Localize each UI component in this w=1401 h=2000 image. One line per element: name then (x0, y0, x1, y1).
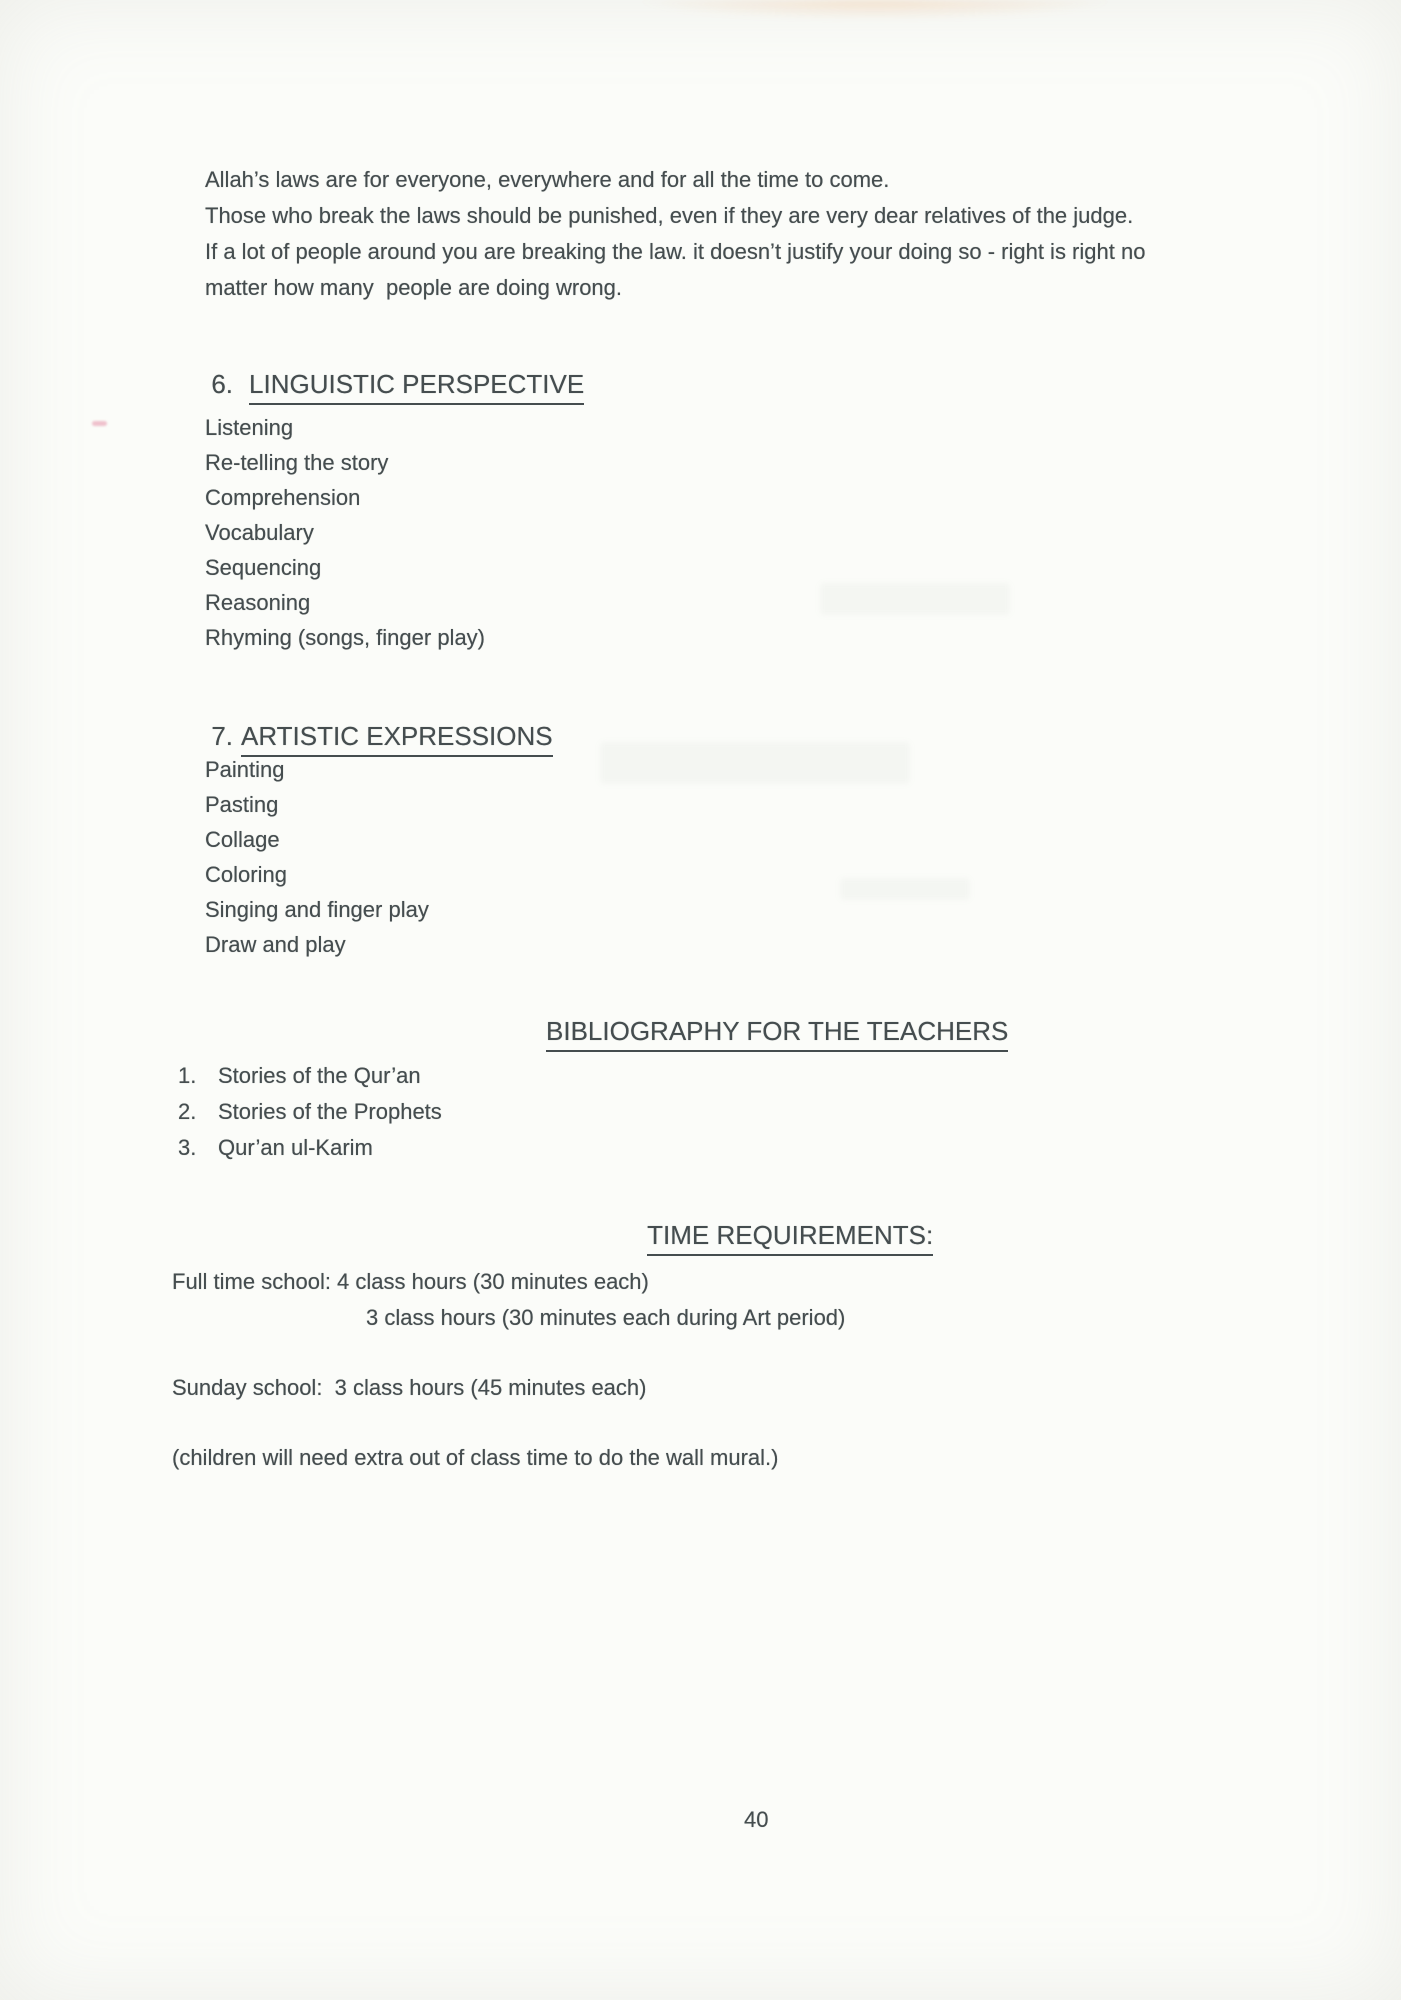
note-line: (children will need extra out of class time to do the wall mural.) (172, 1445, 779, 1470)
list-item: Painting (205, 757, 285, 782)
item-text: Stories of the Prophets (218, 1099, 442, 1124)
list-item: Pasting (205, 792, 279, 817)
list-item: Reasoning (205, 590, 311, 615)
intro-paragraph (205, 162, 1145, 306)
item-text: Stories of the Qur’an (218, 1063, 421, 1088)
item-number: 2. (178, 1099, 197, 1124)
list-item: Draw and play (205, 932, 346, 957)
full-time-school-line: Full time school: 4 class hours (30 minutes each) (172, 1269, 649, 1294)
sunday-school-line: Sunday school: 3 class hours (45 minutes each) (172, 1375, 647, 1400)
list-item: Rhyming (songs, finger play) (205, 625, 486, 650)
intro-line: If a lot of people around you are breaking the law. it doesn’t justify your doing so - right is right no (205, 239, 1146, 264)
intro-line: Allah’s laws are for everyone, everywhere and for all the time to come. (205, 167, 890, 192)
page-number: 40 (744, 1807, 769, 1832)
intro-line: matter how many people are doing wrong. (205, 275, 623, 300)
section-title: LINGUISTIC PERSPECTIVE (249, 369, 584, 405)
bibliography-list (178, 1058, 442, 1166)
section-number: 7. (211, 721, 234, 751)
section-title: ARTISTIC EXPRESSIONS (241, 721, 553, 757)
bibliography-item (178, 1094, 442, 1130)
linguistic-items-list (205, 410, 485, 655)
list-item: Coloring (205, 862, 287, 887)
list-item: Listening (205, 415, 294, 440)
bibliography-item (178, 1058, 442, 1094)
artistic-items-list (205, 752, 429, 962)
item-number: 3. (178, 1135, 197, 1160)
list-item: Re-telling the story (205, 450, 389, 475)
item-text: Qur’an ul-Karim (218, 1135, 373, 1160)
list-item: Comprehension (205, 485, 361, 510)
item-number: 1. (178, 1063, 197, 1088)
bibliography-title: BIBLIOGRAPHY FOR THE TEACHERS (546, 1016, 1008, 1052)
time-requirements-title: TIME REQUIREMENTS: (647, 1220, 933, 1256)
section-number: 6. (211, 369, 234, 399)
full-time-school-line-2: 3 class hours (30 minutes each during Art period) (366, 1305, 846, 1330)
list-item: Singing and finger play (205, 897, 429, 922)
list-item: Vocabulary (205, 520, 314, 545)
bibliography-item (178, 1130, 442, 1166)
list-item: Collage (205, 827, 280, 852)
intro-line: Those who break the laws should be punished, even if they are very dear relatives of the judge. (205, 203, 1134, 228)
list-item: Sequencing (205, 555, 322, 580)
